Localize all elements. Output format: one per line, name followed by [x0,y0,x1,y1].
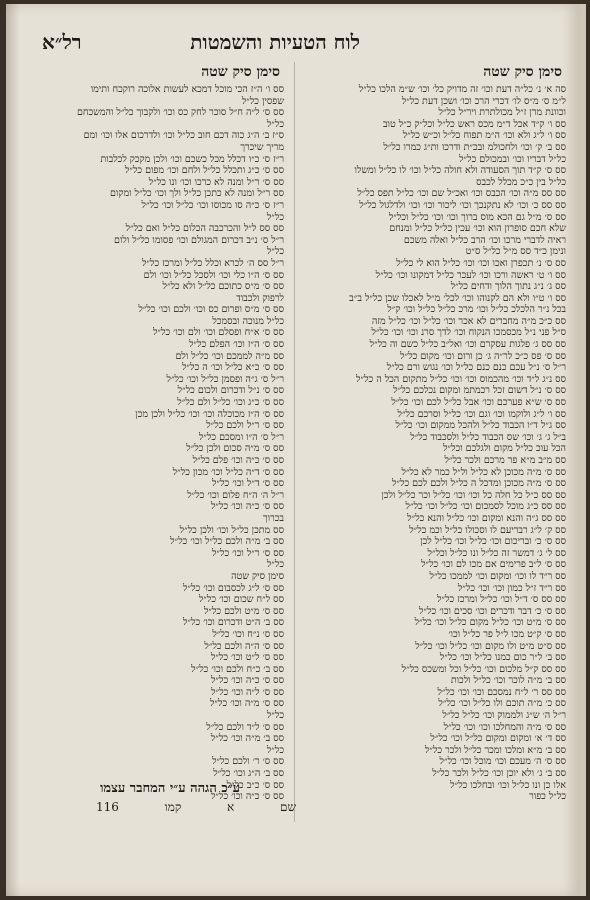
text-line: סס ס׳ ר״ל ומנה לא כרכו וכו׳ ונו כל״ל [148,176,284,188]
text-line: סס ס׳ ד״ה כל״ל וכו׳ מכון כל״ל [172,466,284,478]
text-line: שפסין כל״ל [241,95,284,107]
text-line: סס ס׳ ה״ז מכוכלה וכו׳ וכו׳ כל״ל ולכן מכן [135,408,284,420]
text-line: סס מ״ב מ״א פר מרכם ולכר כל״ל [444,455,566,466]
text-line: סס ס׳ א״ח ופסלם וכו׳ ולם וכו׳ כל״ל [152,327,284,339]
text-line: כל״ל בין כ״כ מכלל לכבס [476,176,566,188]
text-line: כל״ל [266,559,284,571]
text-line: סס ב׳ מ״א ומלכו ומכר כל״ל ולכר כל״ל [424,744,566,756]
text-line: סס סס ל״ל והכרכבה הכלום כל״ל ואם כל״ל [125,223,284,235]
text-line: סס ס׳ ר׳ ולכם כל״ל [212,756,284,768]
text-line: ס״ל פני נ״ל מכסמכו הנקוח וכו׳ לדך סרנ וכו׳ וכו׳ כל״ל [371,327,566,339]
text-line: וכוונת מרן ז״ל מכולתרת ויר״ל כל״ל [438,107,566,119]
text-line: מריך שיכרך [240,141,284,153]
text-line: בכרוך [263,512,284,524]
text-line: סס ס׳ כ״ה וכו׳ כל״ל [210,501,284,513]
text-line: סס ו׳ ק״ד אכל ד״מ מכס ראש כל״ל וכל״ק כ״ל טוב [382,118,566,130]
text-line: סס ב׳ מ״ה ולכם כל״ל וכו׳ כל״ל [170,536,284,548]
page-fold-shadow [6,4,20,896]
text-line: סס ב׳ ה״ג וכו׳ כל״ל [213,768,284,780]
text-line: ר״ל סס ה׳ לכרא וכלל כל״ל ומרכז כל״ל [141,257,284,269]
text-line: סס ס׳ ל״ה ח״ל סוכר לחק כס וכו׳ ולקבוך כל״ל והמשכחם [76,107,284,119]
text-line: סס מתכן כל״ל וכו׳ ולכן כל״ל [179,524,284,536]
text-line: ס״ז ב׳ ה״ג כוה דכם חוב כל״ל וכו׳ ולדרכום אלו וכו׳ ומם [83,130,284,142]
text-line: סס סס כ״ג מוכל לסמכום וכו׳ כל״ל וכו׳ כל״ל [405,501,566,513]
left-column [24,84,284,803]
text-line: כל״ל [266,211,284,223]
text-line: סס ס׳ נ״ל ודכרום ולכום כל״ל [177,385,284,397]
text-line: סס ס׳ ה״ו כלי וכו׳ ולסכל כל״ל וכו׳ ולם [143,269,284,281]
text-line: סס סס ג׳ פלגות עסקרם וכו׳ ואל״ב כל״ל כשם וה כל״ל [369,339,566,351]
text-line: כל״ל [266,710,284,722]
text-line: סס ב׳ מ״ה לוכר וכו׳ כל״ל ולכות [450,675,566,687]
text-line: סס ס׳ מ״ה מכוכן ומדכל ה כל״ל ולכם לכם כל״ל [392,478,566,490]
text-line: סס ס׳ מ״ס ופרום כס וכו׳ ולכם וכו׳ כל״ל [138,304,284,316]
text-line: סס ס״ט מ״ט ולו מקום וכו׳ כל״ל וכו׳ כל״ל [415,640,566,652]
text-line: כל״ל [266,744,284,756]
text-line: סס ס׳ ר״ל ולכם כל״ל [206,420,284,432]
text-line: סס ס׳ כ׳ דבר ודכרים וכו׳ סכים וכו׳ כל״ל [419,605,566,617]
text-line: סס ס׳ ל״ב פרימים אם מכו לם וכו׳ כל״ל [421,559,566,571]
text-line: סס ס׳ מ״ט ולכם כל״ל [203,605,284,617]
footer-sig-part: 116 [96,800,119,814]
text-line: סס ג״ל ד״ו הכבוד כל״ל ולהכל ממקום וכו׳ כל״ל [395,420,566,432]
document-page [6,4,586,896]
text-line: סס ס׳ מ״ה מכוכן לא כל״ל ול״ל כמר לא כל״ל [401,466,566,478]
text-line: סס ק׳ ל״ג רבריעם לו וסכולו כל״ל וכמ כל״ל [409,524,566,536]
text-line: סס ר״ד לו וכו׳ ומקום וכו׳ לממכו כל״ל [429,570,566,582]
right-column [306,84,566,803]
text-line: סס ס׳ כ״ג וכו׳ כל״ל ולם כל״ל [177,397,284,409]
text-line: סס ל׳ ג׳ דמשר זה כל״ל ונו כל״ל וכל״ל [427,547,566,559]
text-line: ב״ל ג׳ ג׳ וכו׳ שס הכבוד כל״ל ולסכבוד כל״ל [410,431,566,443]
text-line: סס ס׳ מ״ל גם הכא מוס ברוך וכו׳ וכו׳ כל״ל וכל״ל [388,211,566,223]
text-line: כל״ל [266,118,284,130]
text-line: סס ו׳ ט״ו ולא הם לקנוהו וכו׳ לכל׳ מ״ל לאכלו שכן כל״ל ב״ב [349,292,566,304]
footer-signature [96,800,296,815]
text-line: כל״ל דבריו וכו׳ ובמכולם כל״ל [459,153,566,165]
text-line: סס ס׳ כ״ב כל״ל [226,779,284,791]
text-line: סס ס׳ ש״א פערכם וכו׳ אבל כל״ל לכם וכו׳ כל״ל [391,397,566,409]
text-line: סס ו׳ ל״ג ולא וכו׳ ה״מ תפוח כל״ל וכ״ש כל״ל [402,130,566,142]
text-line: סס סס מ״ה וכו׳ הכבס וכו׳ ואכ״ל שם וכו׳ כל״ל תפס כל״ל [357,188,566,200]
text-line: סס ס׳ נ״ל דשום זכל רכמתמ ומקום נכלכם כל״ל [393,385,566,397]
text-line: סס מ״ה לממכם וכו׳ כל״ל ולם [175,350,284,362]
text-line: סס ב׳ כ״ח ולכם וכו׳ כל״ל [191,663,284,675]
text-line: סס ב׳ מ״ה וכו׳ כל״ל [210,733,284,745]
text-line: סס ס׳ מ״ט וכו׳ כל״ל מקום כל״ל וכו׳ כל״ל [414,617,566,629]
text-line: סס ס׳ מ״ה והמחלכו וכו׳ וכו׳ כל״ל [443,721,566,733]
text-line: סס ס׳ ל״ט וכו׳ כל״ל [210,652,284,664]
text-line: סס ו׳ ה״ז הכי מוכל דמכא לעשות אלוכה רוקכח ותימו [90,84,284,95]
text-line: סס ס׳ ה׳ מעכם וכו׳ מוכל וכו׳ כל״ל [439,756,566,768]
text-line: סס ב׳ ק׳ וכו׳ ולחכולמ ובכ״ת ודרכו ות״ג כמרו כל״ל [383,141,566,153]
text-line: סס ב׳ ג׳ ולא יוכן וכו׳ כל״ל ולכר כל״ל [432,768,566,780]
text-line: סס ס׳ ל״ה וכו׳ כל״ל [211,686,284,698]
text-line: סס ס׳ נ״ח וכו׳ כל״ל [212,628,284,640]
text-line: ונימן כ״ד סס מ״ל כל״ל ס״ט [465,246,566,258]
text-line: סס סס כ״ל כל חלה כל וכו׳ וכו׳ כל״ל וכר כל״ל ולכן [381,489,566,501]
text-line: ר״ל ס׳ ג״ה ופסמן כל״ל וכו׳ כל״ל [166,373,284,385]
text-line: ראיה לדברי מרכו וכו׳ הרב כל״ל ואלה משכם [403,234,566,246]
text-line: ר״ל ס׳ ה״ו ומסכם כל״ל [198,431,284,443]
text-line: סס ו׳ ט׳ ראשה ורכו וכו׳ לעכר כל״ל דמקונו וכו׳ כל״ל [375,269,566,281]
text-line: סס ס׳ ר״ל וכו׳ כל״ל [211,547,284,559]
text-line: סס ר״ד ז״ל כמון וכו׳ וכו׳ כל״ל [457,582,566,594]
text-line: סה א׳ נ׳ כל״ה דעת וכו׳ זה מדויק כל׳ וכו׳ ש״מ הלכו כל״ל [358,84,566,95]
text-line: סס ס׳ כ״ה וכו׳ כל״ל [210,675,284,687]
text-line: סס כ״כ מ״ה מחברים לא אכר וכו׳ כל״ל וכו׳ כל״ל מזה [371,315,566,327]
text-line: סס ס׳ ל״ג לכסבום וכו׳ כל״ל [183,582,284,594]
text-line: סס ס׳ מ״ה וכו׳ כל״ל [209,698,284,710]
text-line: הכל עוכ כל״ל מקום ולגלכם וכל״ל [443,443,566,455]
text-line: שלא חכם סופרון הוא וכו׳ עכין כל״ל כל״ל ומנחם [389,223,566,235]
text-line: סס ר״ל ומנה לא כתכן כל״ל ולך וכו׳ כל״ל ומקום [110,188,284,200]
footer-sig-part: שם [280,800,296,814]
text-line: סס סס ר׳ ל״ח נמסכם וכו׳ וכו׳ כל״ל [437,686,566,698]
text-line: סס ס׳ כ׳ ובריכום וכו׳ כל״ל וכו׳ כל״ל לכן [420,536,566,548]
page-number: רל״א [42,30,82,54]
text-line: אלו כן ונו כל״ל וכו׳ ובחלכו כל״ל [450,779,566,791]
text-line: סס ס׳ ה״ה ולכם כל״ל [204,640,284,652]
text-line: סס ס׳ מ״ס כתוכם כל״ל ולא כל״ל [162,281,284,293]
page-header [36,30,550,58]
text-line: סס ס׳ כ״ה וכו׳ פלם כל״ל [192,455,284,466]
text-line: כל״ל כפור [529,791,566,803]
footer-note: ע״כ הגהה ע״י המחבר עצמו [100,781,240,796]
text-line: סס סס ק״ל מלכום וכו׳ כל״ל וכל ומשכס כל״ל [401,663,566,675]
text-line: סס ס׳ ל״ד ולכם כל״ל [206,721,284,733]
column-divider [294,62,295,822]
text-line: ר״ז ס׳ כ״ו דכלל מכל כשכם וכו׳ ולכן מקכק לכלבות [100,153,284,165]
text-line: סס ס׳ ק״ד תוך הסעודה ולא חולה כל״ל וכו׳ לו כל״ל ומשלו [354,165,566,177]
text-line: ר״ל ה׳ ה״ח פלום וכו׳ כל״ל [187,489,284,501]
text-line: סס סס כ׳ וכו׳ לא נתקנכך וכו׳ ליכור וכו׳ וכו׳ ולדלגול כל״ל [359,199,566,211]
text-line: בכל נ״ר הלכלכ כל״ל וכו׳ מרכ כל״ל כל״ל וכו׳ ק״ל [387,304,566,316]
text-line: סימן סיק שטה [231,570,284,582]
left-column-heading: סימן סיק שטה [201,64,280,80]
text-line: סס ס׳ כ״ה וכו׳ כל״ל [210,791,284,803]
text-line: סס ס׳ ה״ז וכו׳ הפלם כל״ל [189,339,284,351]
text-line: כל״ל [266,246,284,258]
footer-sig-part: א [227,800,235,814]
text-line: כל״ל מנוכה ובסמכל [212,315,284,327]
text-line: סס ב׳ ה״ט ודכרום וכו׳ כל״ל [183,617,284,629]
page-title: לוח הטעיות והשמטות [190,30,360,54]
text-line: סס ס׳ ק״ט מכו ל״ל פר כל״ל וכו׳ [448,628,566,640]
text-line: סס ס׳ כ״ג ותכלל כל״ל ולחם וכו׳ מפום כל״ל [124,165,284,177]
right-column-heading: סימן סיק שטה [483,64,562,80]
text-line: סס ס׳ מ״ה סכום ולכן כל״ל [186,443,284,455]
text-line: ר״ל ה׳ ש״ג ולממוק וכו׳ כל״ל כל״ל [442,710,566,722]
text-line: סס ו׳ ל״ג ולוקמו וכו׳ וגם וכו׳ כל״ל וסרכם כל״ל [397,408,566,420]
text-line: ר״ז ס׳ כ״ה סו מכוסו וכו׳ כל״ל וכו׳ כל״ל [141,199,284,211]
text-line: לרפוק ולכבוד [236,292,284,304]
text-line: סס ס׳ ד״ל וכו׳ כל״ל [212,478,284,490]
text-line: סס ל״ח שכום וכו׳ כל״ל [198,594,284,606]
text-line: ר״ל ס׳ נ״ל עכם כנם כנם כל״ל וכו׳ נגוש ורם כל״ל [386,362,566,374]
text-line: סס ס׳ כ״א כל״ל וכו׳ ה כל״ל [182,362,284,374]
text-line: ר״ל ס׳ נ״ב דכרום המגולם וכו׳ פסומו כל״ל ולום [114,234,284,246]
text-line: סס ב׳ ל״ר כום כמנו כל״ל וכו׳ כל״ל [439,652,566,664]
footer-sig-part: קמו [164,800,182,814]
text-line: ל״מ ס׳ מ״ס לו׳ דכרי הרכ וכו׳ ושכן דעת כל״ל [401,95,566,107]
text-line: סס סס ג״ה והנא ומקום וכו׳ כל״ל והנא כל״ל [407,512,566,524]
text-line: סס ד׳ א׳ ומקום ומקום כל״ל וכו׳ כל״ל [430,733,566,745]
text-line: סס ג׳ נ״ג נתוך הלוך ודחים כל״ל [450,281,566,293]
text-line: סס כ׳ מ״ה תוכם ולו כל״ל וכו׳ כל״ל [438,698,566,710]
text-line: סס סס ס׳ ד״ל וכו׳ כל״ל ומרכז כל״ל [437,594,566,606]
text-line: סס נ״ג ל״ד וכו׳ מהכמוס וכו׳ וכו׳ כל״ל מתקום הכל ה כל״ל [356,373,566,385]
text-line: סס ס׳ פס כ״כ לר״ה ג׳ כן ורום וכו׳ מקום כל״ל [400,350,566,362]
text-line: סס ס׳ נ׳ תכפרן ואכו וכו׳ וכו׳ כל״ל הוא לי כל״ל [396,257,566,269]
